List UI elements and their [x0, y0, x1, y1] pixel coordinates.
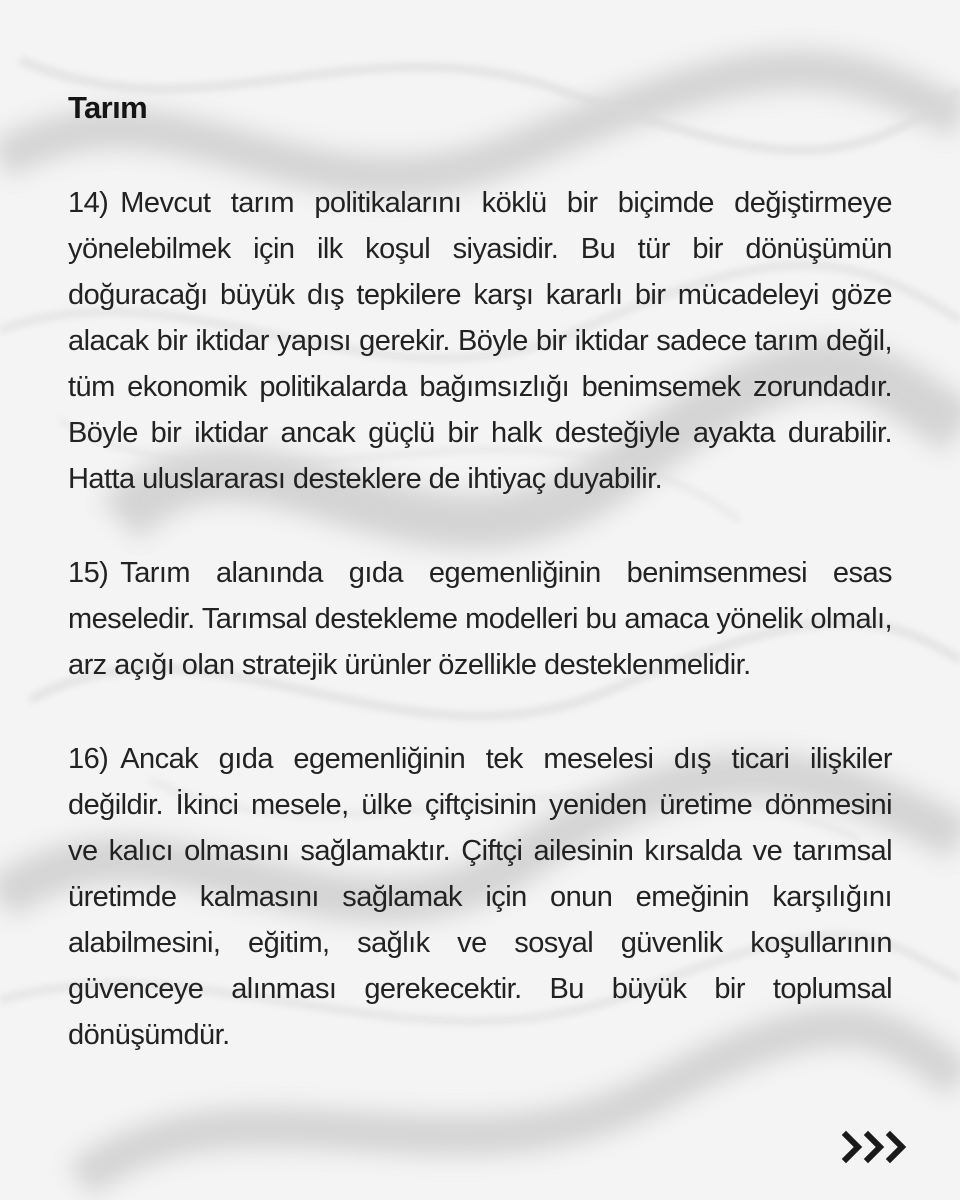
paragraph-16	[68, 736, 892, 1058]
paragraph-text: Tarım alanında gıda egemenliğinin benimsenmesi esas meseledir. Tarımsal destekleme modelleri bu amaca yönelik olmalı, arz açığı olan stratejik ürünler özellikle desteklenmelidir.	[68, 557, 892, 681]
paragraph-14	[68, 180, 892, 502]
paragraph-number: 15)	[68, 557, 109, 589]
triple-chevron-right-icon[interactable]	[842, 1130, 912, 1164]
paragraph-15	[68, 550, 892, 688]
paragraph-text: Ancak gıda egemenliğinin tek meselesi dış ticari ilişkiler değildir. İkinci mesele, ülke çiftçisinin yeniden üretime dönmesini ve kalıcı olmasını sağlamaktır. Çiftçi ailesinin kırsalda ve tarımsal üretimde kalmasını sağlamak için onun emeğinin karşılığını alabilmesini, eğitim, sağlık ve sosyal güvenlik koşullarının güvenceye alınması gerekecektir. Bu büyük bir toplumsal dönüşümdür.	[68, 743, 892, 1051]
paragraph-number: 14)	[68, 187, 109, 219]
paragraph-text: Mevcut tarım politikalarını köklü bir biçimde değiştirmeye yönelebilmek için ilk koşul siyasidir. Bu tür bir dönüşümün doğuracağı büyük dış tepkilere karşı kararlı bir mücadeleyi göze alacak bir iktidar yapısı gerekir. Böyle bir iktidar sadece tarım değil, tüm ekonomik politikalarda bağımsızlığı benimsemek zorundadır. Böyle bir iktidar ancak güçlü bir halk desteğiyle ayakta durabilir. Hatta uluslararası desteklere de ihtiyaç duyabilir.	[68, 187, 892, 495]
paragraph-number: 16)	[68, 743, 109, 775]
document-body	[68, 88, 892, 1106]
page-title: Tarım	[68, 90, 148, 125]
